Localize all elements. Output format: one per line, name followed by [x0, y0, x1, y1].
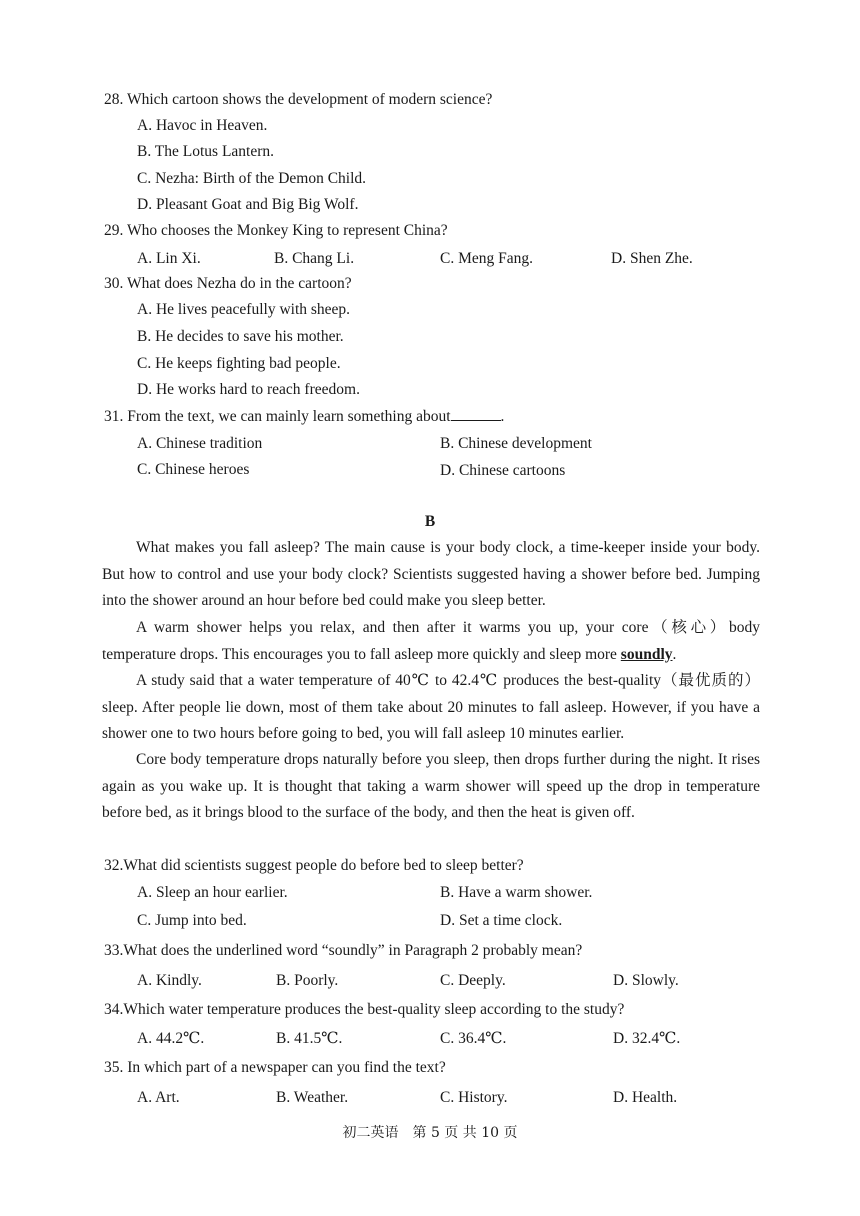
q31-option-b: B. Chinese development — [440, 435, 592, 452]
passage-paragraph-3-text: A study said that a water temperature of 40℃ to 42.4℃ produces the best-quality（最优质的）sleep. After people lie down, most of them take about 20 minutes to fall asleep. However, if you have a shower one to two hours before going to bed, you will fall asleep 10 minutes earlier. — [102, 672, 760, 742]
question-31-end: . — [500, 408, 505, 425]
q28-option-b: B. The Lotus Lantern. — [137, 143, 275, 160]
q30-option-c: C. He keeps fighting bad people. — [137, 355, 341, 372]
q30-option-d: D. He works hard to reach freedom. — [137, 381, 360, 398]
q34-option-c: C. 36.4℃. — [440, 1030, 507, 1047]
q29-option-c: C. Meng Fang. — [440, 250, 533, 267]
q35-option-a: A. Art. — [137, 1089, 180, 1106]
passage-paragraph-2 — [102, 615, 760, 668]
question-31 — [104, 407, 504, 427]
passage-paragraph-4 — [102, 747, 760, 827]
question-34: 34.Which water temperature produces the best-quality sleep according to the study? — [104, 1001, 625, 1018]
q33-option-d: D. Slowly. — [613, 972, 679, 989]
q28-option-a: A. Havoc in Heaven. — [137, 117, 268, 134]
question-30: 30. What does Nezha do in the cartoon? — [104, 275, 352, 292]
answer-blank — [451, 408, 501, 421]
question-33: 33.What does the underlined word “soundly” in Paragraph 2 probably mean? — [104, 942, 583, 959]
q34-option-a: A. 44.2℃. — [137, 1030, 205, 1047]
q33-option-c: C. Deeply. — [440, 972, 506, 989]
question-29: 29. Who chooses the Monkey King to represent China? — [104, 222, 448, 239]
q30-option-b: B. He decides to save his mother. — [137, 328, 344, 345]
q35-option-c: C. History. — [440, 1089, 508, 1106]
q33-option-b: B. Poorly. — [276, 972, 339, 989]
question-28: 28. Which cartoon shows the development of modern science? — [104, 91, 493, 108]
passage-paragraph-2-end: . — [672, 645, 677, 663]
q31-option-d: D. Chinese cartoons — [440, 462, 566, 479]
q28-option-d: D. Pleasant Goat and Big Big Wolf. — [137, 196, 359, 213]
question-31-text: 31. From the text, we can mainly learn something about — [104, 408, 451, 425]
q34-option-d: D. 32.4℃. — [613, 1030, 681, 1047]
passage-paragraph-2-text: A warm shower helps you relax, and then after it warms you up, your core（核心）body temperature drops. This encourages you to fall asleep more quickly and sleep more — [102, 619, 760, 663]
q35-option-b: B. Weather. — [276, 1089, 349, 1106]
q32-option-a: A. Sleep an hour earlier. — [137, 884, 288, 901]
q29-option-a: A. Lin Xi. — [137, 250, 201, 267]
question-32: 32.What did scientists suggest people do before bed to sleep better? — [104, 857, 524, 874]
q29-option-b: B. Chang Li. — [274, 250, 355, 267]
passage-paragraph-4-text: Core body temperature drops naturally before you sleep, then drops further during the night. It rises again as you wake up. It is thought that taking a warm shower will speed up the drop in temperature before bed, as it brings blood to the surface of the body, and then the heat is given off. — [102, 751, 760, 821]
q32-option-d: D. Set a time clock. — [440, 912, 563, 929]
page-footer: 初二英语 第 5 页 共 10 页 — [342, 1125, 518, 1141]
section-b-title: B — [424, 513, 436, 530]
q31-option-a: A. Chinese tradition — [137, 435, 263, 452]
passage-paragraph-1-text: What makes you fall asleep? The main cause is your body clock, a time-keeper inside your body. But how to control and use your body clock? Scientists suggested having a shower before bed. Jumping into the shower around an hour before bed could make you sleep better. — [102, 539, 760, 609]
q33-option-a: A. Kindly. — [137, 972, 202, 989]
q30-option-a: A. He lives peacefully with sheep. — [137, 301, 351, 318]
q35-option-d: D. Health. — [613, 1089, 678, 1106]
underlined-word-soundly: soundly — [620, 645, 673, 663]
q31-option-c: C. Chinese heroes — [137, 461, 250, 478]
passage-paragraph-3 — [102, 668, 760, 748]
q34-option-b: B. 41.5℃. — [276, 1030, 343, 1047]
q32-option-b: B. Have a warm shower. — [440, 884, 593, 901]
q29-option-d: D. Shen Zhe. — [611, 250, 693, 267]
question-35: 35. In which part of a newspaper can you find the text? — [104, 1059, 446, 1076]
q32-option-c: C. Jump into bed. — [137, 912, 247, 929]
q28-option-c: C. Nezha: Birth of the Demon Child. — [137, 170, 367, 187]
passage-paragraph-1 — [102, 535, 760, 615]
